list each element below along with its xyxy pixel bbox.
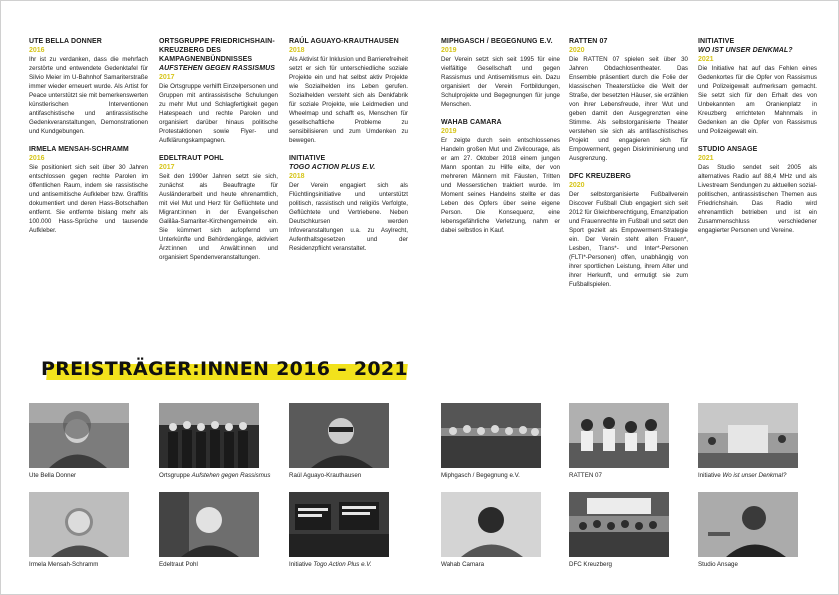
- photo-caption: Wahab Camara: [441, 561, 485, 568]
- photo-card: [29, 492, 129, 569]
- laureate-description: Das Studio sendet seit 2005 als alternatives Radio auf 88,4 MHz und als Livestream Sendungen zu aktuellen sozial-politischen, antirassistischen Themen aus Friedrichshain. Das Radio wird ehrenamtlich betrieben und ist ein Zusammenschluss verschiedener engagierter Personen und Vereine.: [698, 164, 817, 234]
- laureate-name: WAHAB CAMARA: [441, 119, 502, 126]
- award-year: 2021: [698, 56, 714, 63]
- laureate-entry: [441, 118, 560, 235]
- portrait-photo: [29, 403, 129, 468]
- laureate-name: INITIATIVE: [289, 155, 326, 162]
- photo-caption: Irmela Mensah-Schramm: [29, 561, 99, 568]
- photo-card: [159, 403, 271, 480]
- photo-caption: DFC Kreuzberg: [569, 561, 612, 568]
- photo-caption: Edeltraut Pohl: [159, 561, 198, 568]
- text-column-1: [29, 37, 148, 244]
- laureate-description: Die Ortsgruppe verhilft Einzelpersonen und Gruppen mit antirassistische Schulungen zu mehr Mut und Schlagfertigkeit gegen Hatespeach und rechte Parolen und organisiert darüber hinaus politische Protestaktionen sowie Flyer- und Aufklärungskampagnen.: [159, 83, 278, 144]
- group-photo: [569, 403, 669, 468]
- photo-card: [29, 403, 129, 480]
- award-year: 2018: [289, 47, 305, 54]
- photo-card: [289, 492, 389, 569]
- award-year: 2020: [569, 47, 585, 54]
- award-year: 2016: [29, 155, 45, 162]
- laureate-entry: [441, 37, 560, 109]
- award-year: 2016: [29, 47, 45, 54]
- award-year: 2017: [159, 164, 175, 171]
- award-year: 2018: [289, 173, 305, 180]
- laureate-name-italic: WO IST UNSER DENKMAL?: [698, 47, 793, 54]
- text-column-2: [159, 37, 278, 271]
- photo-caption: Raúl Aguayo-Krauthausen: [289, 472, 362, 479]
- award-year: 2019: [441, 47, 457, 54]
- laureate-entry: [569, 172, 688, 289]
- headline-text: PREISTRÄGER:INNEN 2016 – 2021: [41, 358, 408, 380]
- laureate-entry: [569, 37, 688, 163]
- laureate-name: RAÚL AGUAYO-KRAUTHAUSEN: [289, 38, 399, 45]
- laureate-entry: [289, 37, 408, 145]
- photo-card: [289, 403, 389, 480]
- photo-caption: Miphgasch / Begegnung e.V.: [441, 472, 520, 479]
- text-column-3: [289, 37, 408, 262]
- portrait-photo: [289, 403, 389, 468]
- laureate-description: Die Initiative hat auf das Fehlen eines Gedenkortes für die Opfer von Rassismus und Polizeigewalt aufmerksam gemacht. Sie setzt sich für den Erhalt des von Unbekannten am Oranienplatz in Kreuzberg errichteten Mahnmals in Gedenken an die Opfer von Rassismus und Polizeigewalt ein.: [698, 65, 817, 135]
- photo-caption: Ute Bella Donner: [29, 472, 77, 479]
- laureate-name: STUDIO ANSAGE: [698, 146, 758, 153]
- laureate-entry: [159, 154, 278, 262]
- laureate-entry: [159, 37, 278, 145]
- portrait-photo: [29, 492, 129, 557]
- photo-caption: Ortsgruppe Aufstehen gegen Rassismus: [159, 472, 271, 479]
- photo-card: [159, 492, 259, 569]
- photo-card: [569, 403, 669, 480]
- photo-card: [441, 492, 541, 569]
- photo-card: [698, 403, 798, 480]
- laureate-name: DFC KREUZBERG: [569, 173, 631, 180]
- studio-photo: [698, 492, 798, 557]
- award-year: 2017: [159, 74, 175, 81]
- portrait-photo: [159, 492, 259, 557]
- protest-photo: [289, 492, 389, 557]
- laureate-entry: [698, 37, 817, 136]
- laureate-name: EDELTRAUT POHL: [159, 155, 224, 162]
- laureate-description: Sie positioniert sich seit über 30 Jahren entschlossen gegen rechte Parolen im öffentlichen Raum, indem sie rassistische und antisemitische Aufkleber bzw. Graffitis dokumentiert und deren Hass-Botschaften entfernt. Sie entfernte bislang mehr als 100.000 Hass-Sprüche und tausende Aufkleber.: [29, 164, 148, 234]
- laureate-name-italic: AUFSTEHEN GEGEN RASSISMUS: [159, 65, 276, 72]
- laureate-description: Als Aktivist für Inklusion und Barrierefreiheit setzt er sich für unterschiedliche soziale Projekte ein und hat selbst aktiv Projekte wie Sozialhelden ins Leben gerufen. Sozialhelden versteht sich als Denkfabrik für soziale Projekte, wie Leidmedien und Wheelmap und schafft es, Menschen für gesellschaftliche Probleme zu sensibilisieren und zum Umdenken zu bewegen.: [289, 56, 408, 144]
- award-year: 2021: [698, 155, 714, 162]
- photo-card: [441, 403, 541, 480]
- portrait-photo: [441, 492, 541, 557]
- laureate-entry: [29, 145, 148, 235]
- photo-caption: Initiative Wo ist unser Denkmal?: [698, 472, 787, 479]
- laureate-description: Die RATTEN 07 spielen seit über 30 Jahren Obdachlosentheater. Das Ensemble präsentiert durch die Folie der klassischen Theaterstücke die Welt der Straße, der besetzten Häuser, sie erzählen von ihrer Lebensfreude, ihrer Wut und geben damit den Ausgegrenzten eine Stimme. Als selbstorganisierte Theater verstehen sie sich als antifaschistisches Projekt und engagieren sich für Empowerment, gegen Diskriminierung und Ausgrenzung.: [569, 56, 688, 162]
- laureate-description: Der Verein setzt sich seit 1995 für eine vielfältige Gesellschaft und gegen Rassismus und Antisemitismus ein. Dazu organisiert der Verein Fortbildungen, Schulprojekte und Begegnungen für junge Menschen.: [441, 56, 560, 108]
- laureate-name: UTE BELLA DONNER: [29, 38, 102, 45]
- photo-caption: Studio Ansage: [698, 561, 738, 568]
- team-photo: [569, 492, 669, 557]
- laureate-description: Ihr ist zu verdanken, dass die mehrfach zerstörte und entwendete Gedenktafel für Silvio Meier im U-Bahnhof Samariterstraße immer wieder erneuert wurde. Als Artist for Peace unterstützt sie mit bemerkenswerten künstlerischen Interventionen antifaschistische und antirassistische Gedenkveranstaltungen, Demonstrationen und Kundgebungen.: [29, 56, 148, 135]
- laureate-name: MIPHGASCH / BEGEGNUNG E.V.: [441, 38, 553, 45]
- section-headline: [41, 357, 408, 381]
- photo-card: [698, 492, 798, 569]
- laureate-name: RATTEN 07: [569, 38, 608, 45]
- award-year: 2019: [441, 128, 457, 135]
- laureate-name: INITIATIVE: [698, 38, 735, 45]
- laureate-description: Er zeigte durch sein entschlossenes Handeln großen Mut und Zivilcourage, als er am 27. Oktober 2018 einem jungen Mann spontan zu Hilfe eilte, der von mehreren Männern mit Fäusten, Tritten und Messerstichen traktiert wurde. Im Moment seines Handelns stellte er das Leben des Opfers über seine eigene Person. Die Konsequenz, eine lebensgefährliche Verletzung, nahm er dabei selbstlos in Kauf.: [441, 137, 560, 234]
- laureate-description: Der selbstorganisierte Fußballverein Discover Fußball Club engagiert sich seit 2012 für Gleichberechtigung, Emanzipation und Frauenrechte im Fußball und setzt den Sport gezielt als Empowerment-Strategie ein. Der Verein steht allen Frauen*, Lesben, Trans*- und Inter*-Personen (FLTI*-Personen) offen, unabhängig von ihrer sportlichen Leistung, ihrem Alter und ihrer Herkunft, und ermutigt sie zum Fußballspielen.: [569, 191, 688, 288]
- group-photo: [159, 403, 259, 468]
- photo-card: [569, 492, 669, 569]
- text-column-5: [569, 37, 688, 298]
- monument-photo: [698, 403, 798, 468]
- text-column-6: [698, 37, 817, 244]
- award-year: 2020: [569, 182, 585, 189]
- group-photo: [441, 403, 541, 468]
- text-column-4: [441, 37, 560, 244]
- laureate-description: Seit den 1990er Jahren setzt sie sich, zunächst als Beauftragte für Ausländerarbeit und heute ehrenamtlich, mit viel Mut und Herz für Geflüchtete und Migrant:innen in der Evangelischen Galiläa-Samariter-Kirchengemeinde ein. Sie kümmert sich aufopfernd um Unterkünfte und Behördengänge, aktiviert Ärzt:innen und Anwält:innen und organisiert Spendenveranstaltungen.: [159, 173, 278, 261]
- laureate-entry: [698, 145, 817, 235]
- laureate-entry: [29, 37, 148, 136]
- laureate-name: IRMELA MENSAH-SCHRAMM: [29, 146, 129, 153]
- laureate-description: Der Verein engagiert sich als Flüchtlingsinitiative und unterstützt politisch, rassistisch und religiös Verfolgte, Geflüchtete und Vertriebene. Neben Deutschkursen werden Infoveranstaltungen u.a. zu Asylrecht, Aufenthaltsgesetzen und der Residenzpflicht veranstaltet.: [289, 182, 408, 252]
- laureate-name: ORTSGRUPPE FRIEDRICHSHAIN-KREUZBERG DES KAMPAGNENBÜNDNISSES: [159, 38, 275, 63]
- laureate-name-italic: TOGO ACTION PLUS E.V.: [289, 164, 376, 171]
- photo-caption: Initiative Togo Action Plus e.V.: [289, 561, 372, 568]
- laureate-entry: [289, 154, 408, 253]
- photo-caption: RATTEN 07: [569, 472, 602, 479]
